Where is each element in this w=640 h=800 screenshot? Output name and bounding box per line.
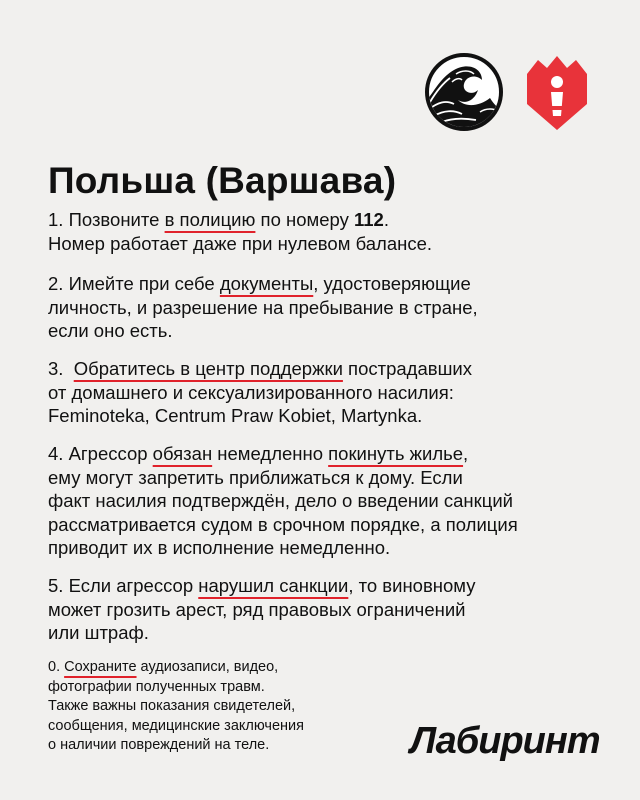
step-1-text: 1. Позвоните в полицию по номеру 112. Номер работает даже при нулевом балансе. bbox=[48, 209, 433, 254]
sanctions-highlight: нарушил санкции bbox=[198, 575, 349, 596]
evidence-note: 0. Сохраните аудиозаписи, видео, фотографии полученных травм. Также важны показания свидетелей, сообщения, медицинские заключения о наличии повреждений на теле. bbox=[48, 659, 304, 753]
obliged-highlight: обязан bbox=[152, 443, 213, 464]
support-center-highlight: Обратитесь в центр поддержки bbox=[73, 358, 343, 379]
partner-logos bbox=[424, 52, 604, 132]
documents-highlight: документы bbox=[219, 273, 314, 294]
save-highlight: Сохраните bbox=[64, 659, 137, 675]
step-4-text: 4. Агрессор обязан немедленно покинуть жилье, ему могут запретить приближаться к дому. Если факт насилия подтверждён, дело о введении санкций рассматривается судом в срочном порядке, а полиция приводит их в исполнение немедленно. bbox=[48, 443, 518, 558]
emergency-number: 112 bbox=[353, 209, 384, 230]
wave-logo-icon bbox=[424, 52, 504, 132]
leave-home-highlight: покинуть жилье bbox=[328, 443, 464, 464]
step-2-text: 2. Имейте при себе документы, удостоверяющие личность, и разрешение на пребывание в стране, если оно есть. bbox=[48, 273, 478, 341]
shield-logo-icon bbox=[524, 54, 590, 132]
police-highlight: в полицию bbox=[164, 209, 256, 230]
step-3-text: 3. Обратитесь в центр поддержки пострадавших от домашнего и сексуализированного насилия: Feminoteka, Centrum Praw Kobiet, Martynka. bbox=[48, 358, 472, 426]
brand-logo: Лабиринт bbox=[410, 720, 600, 762]
step-5-text: 5. Если агрессор нарушил санкции, то виновному может грозить арест, ряд правовых ограничений или штраф. bbox=[48, 575, 476, 643]
page-title: Польша (Варшава) bbox=[48, 160, 397, 201]
